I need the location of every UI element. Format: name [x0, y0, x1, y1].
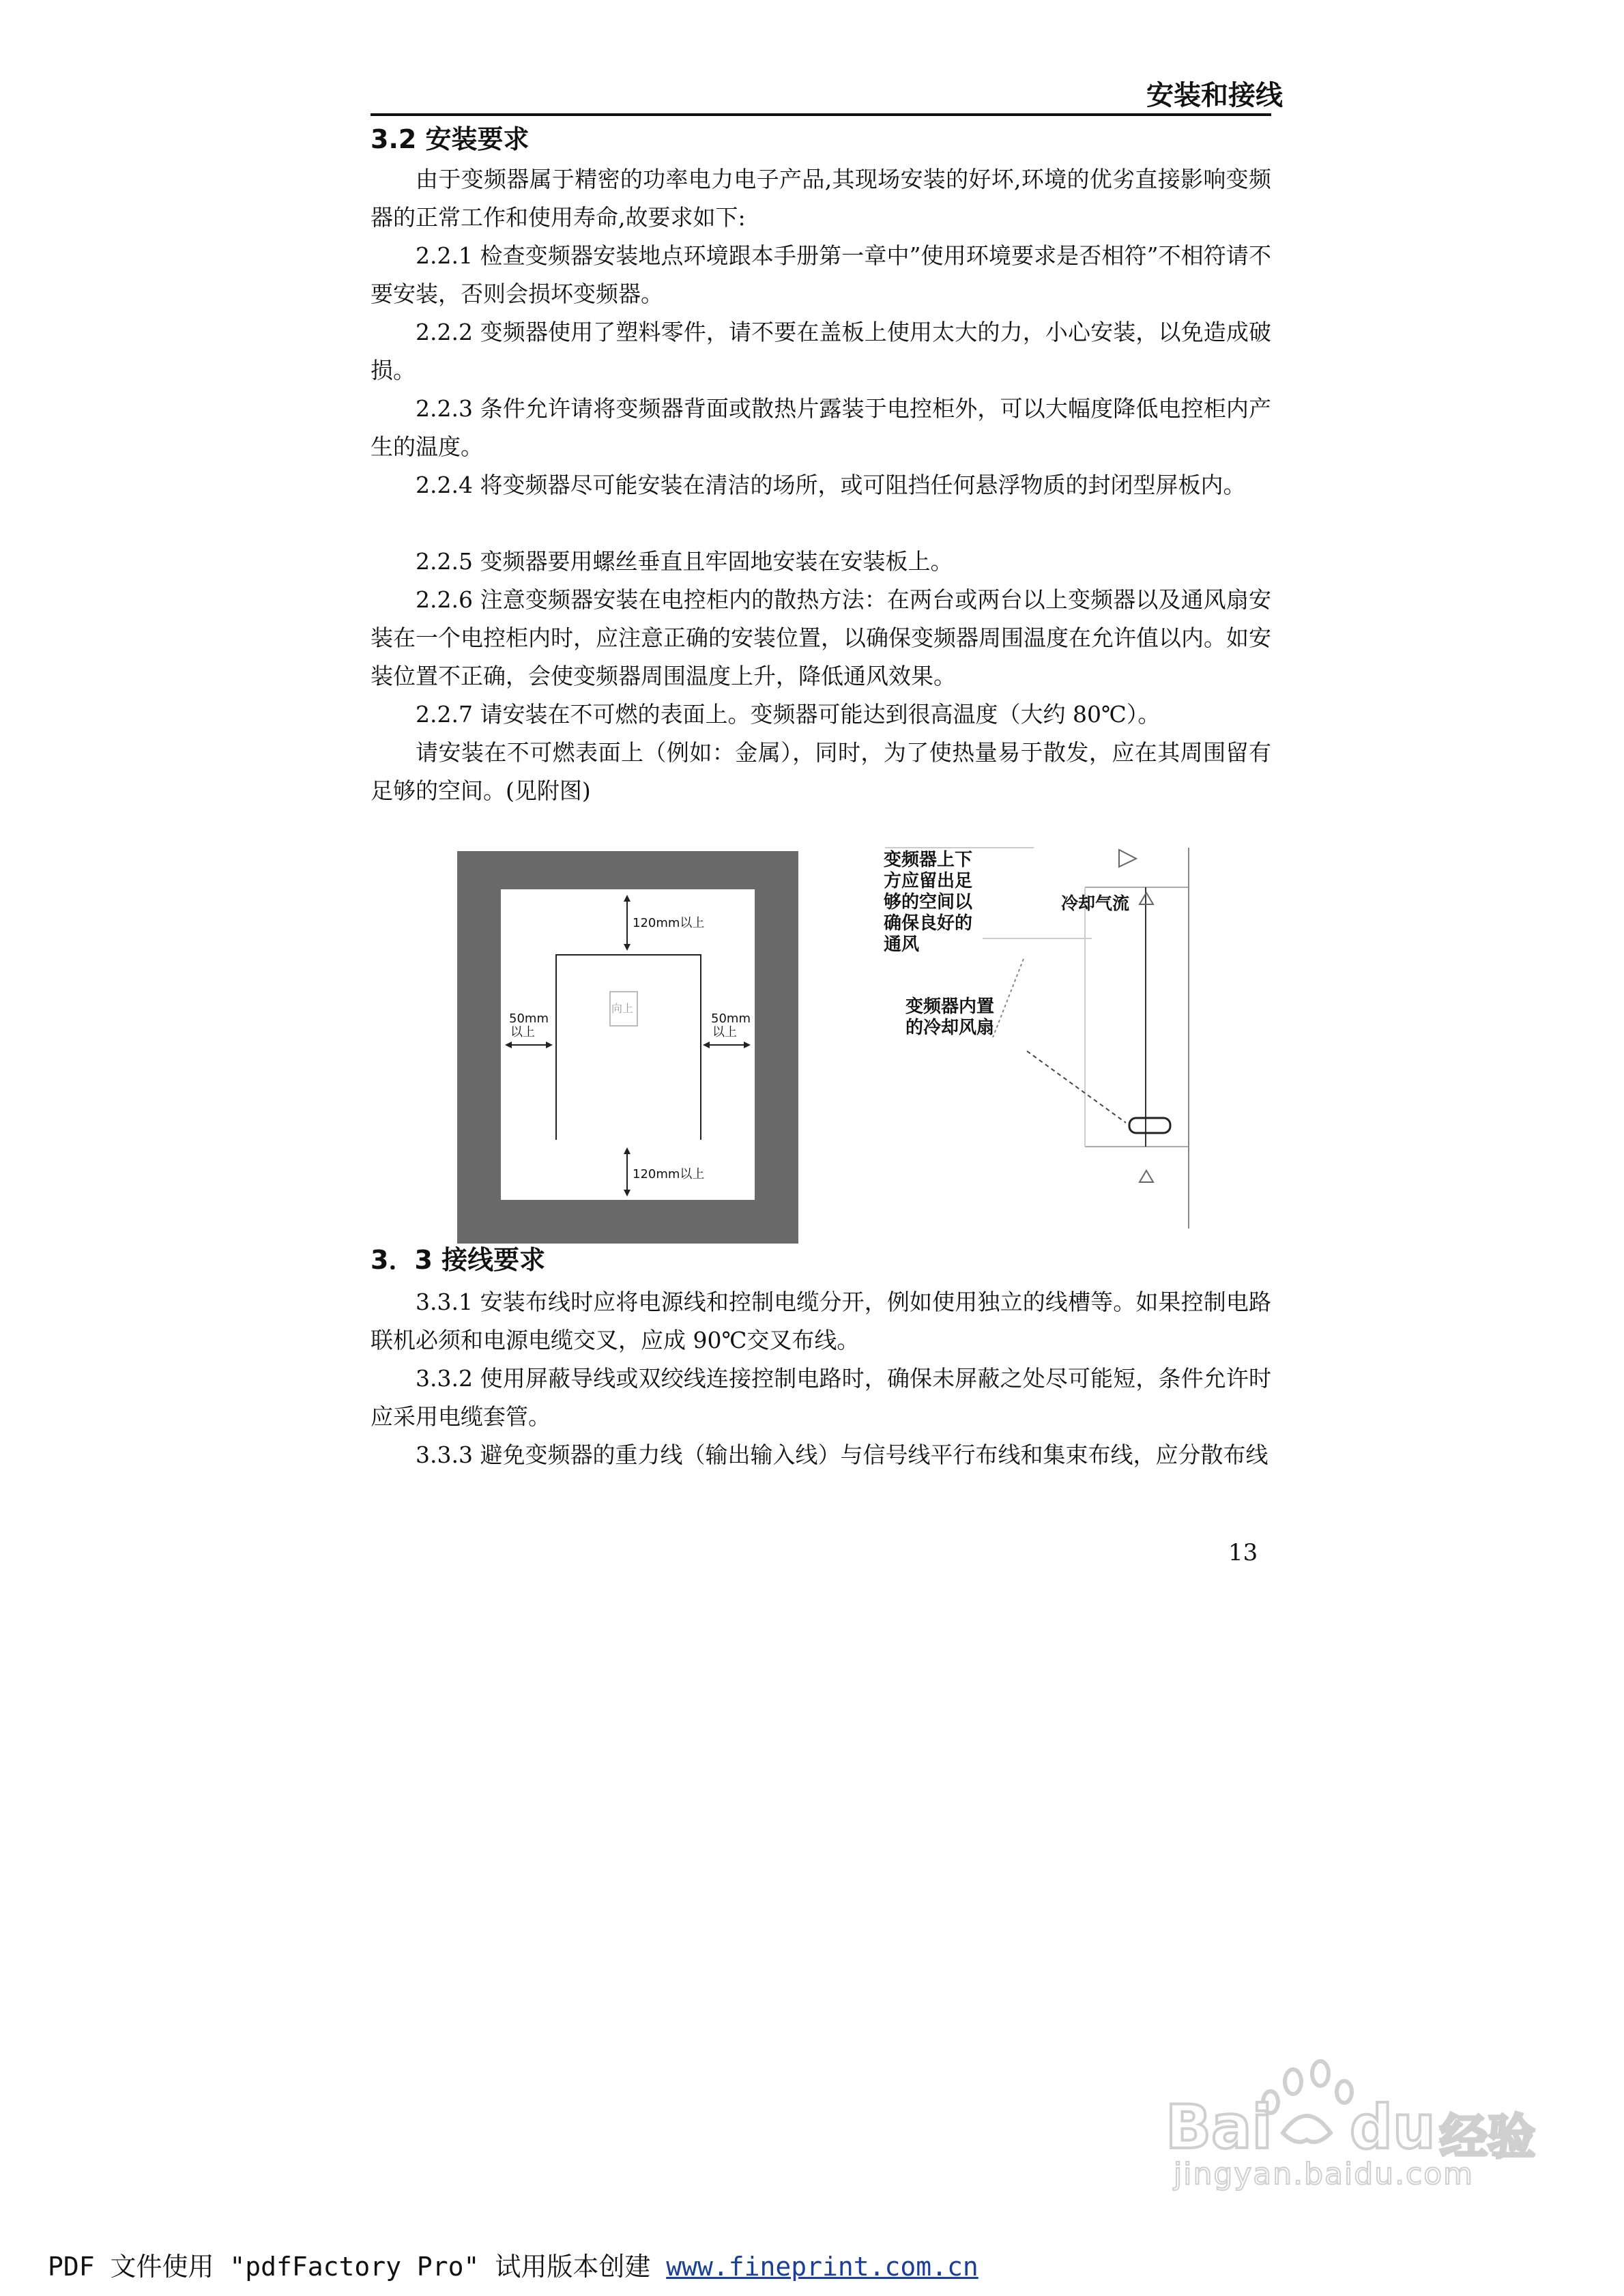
label-top-clearance: 120mm以上	[633, 916, 705, 930]
header-rule	[371, 113, 1271, 116]
paragraph-2-2-2: 2.2.2 变频器使用了塑料零件，请不要在盖板上使用太大的力，小心安装，以免造成破损。	[371, 319, 1271, 384]
watermark-product: 经验	[1440, 2109, 1535, 2165]
paragraph-see-figure: 请安装在不可燃表面上（例如：金属），同时，为了使热量易于散发，应在其周围留有足够的空间。(见附图)	[371, 739, 1271, 804]
paragraph-2-2-4: 2.2.4 将变频器尽可能安装在清洁的场所，或可阻挡任何悬浮物质的封闭型屏板内。	[416, 472, 1246, 498]
label-right-clearance-2: 以上	[712, 1025, 737, 1039]
paragraph-2-2-7: 2.2.7 请安装在不可燃的表面上。变频器可能达到很高温度（大约 80℃）。	[416, 701, 1161, 728]
paragraph-intro: 由于变频器属于精密的功率电力电子产品,其现场安装的好坏,环境的优劣直接影响变频器的正常工作和使用寿命,故要求如下:	[371, 166, 1271, 231]
note-cooling-fan: 变频器内置 的冷却风扇	[905, 996, 995, 1038]
running-header: 安装和接线	[1146, 80, 1283, 111]
clearance-figure	[457, 851, 798, 1244]
label-right-clearance-1: 50mm	[711, 1011, 751, 1026]
label-cooling-airflow: 冷却气流	[1061, 893, 1130, 913]
label-left-clearance-1: 50mm	[509, 1011, 549, 1026]
note-ventilation-space: 变频器上下 方应留出足 够的空间以 确保良好的 通风	[884, 850, 973, 955]
mounting-panel	[501, 889, 755, 1200]
dimension-arrows	[501, 889, 755, 1200]
watermark-brand: Bai	[1165, 2092, 1273, 2162]
footer-text: PDF 文件使用 "pdfFactory Pro" 试用版本创建	[48, 2252, 667, 2282]
watermark-url: jingyan.baidu.com	[1174, 2157, 1475, 2192]
paragraph-3-3-3: 3.3.3 避免变频器的重力线（输出输入线）与信号线平行布线和集束布线，应分散布线	[416, 1441, 1268, 1468]
baidu-watermark	[1112, 2054, 1576, 2191]
paragraph-3-3-2: 3.3.2 使用屏蔽导线或双绞线连接控制电路时，确保未屏蔽之处尽可能短，条件允许时应采用电缆套管。	[371, 1365, 1271, 1430]
paragraph-2-2-1: 2.2.1 检查变频器安装地点环境跟本手册第一章中”使用环境要求是否相符”不相符请不要安装，否则会损坏变频器。	[371, 242, 1271, 307]
section-heading-3-3: 3．3 接线要求	[371, 1245, 546, 1275]
paragraph-2-2-3: 2.2.3 条件允许请将变频器背面或散热片露装于电控柜外，可以大幅度降低电控柜内产生的温度。	[371, 395, 1271, 460]
label-center: 向上	[611, 1002, 634, 1015]
footer-link[interactable]: www.fineprint.com.cn	[666, 2252, 978, 2282]
paragraph-3-3-1: 3.3.1 安装布线时应将电源线和控制电缆分开，例如使用独立的线槽等。如果控制电路联机必须和电源电缆交叉，应成 90℃交叉布线。	[371, 1289, 1271, 1353]
paragraph-2-2-5: 2.2.5 变频器要用螺丝垂直且牢固地安装在安装板上。	[416, 548, 953, 575]
label-bottom-clearance: 120mm以上	[633, 1167, 705, 1181]
pdf-footer	[48, 2245, 978, 2283]
watermark-brand-2: du	[1350, 2092, 1436, 2162]
label-left-clearance-2: 以上	[510, 1025, 535, 1039]
page-number: 13	[1228, 1539, 1258, 1566]
paragraph-2-2-6: 2.2.6 注意变频器安装在电控柜内的散热方法：在两台或两台以上变频器以及通风扇安装在一个电控柜内时，应注意正确的安装位置，以确保变频器周围温度在允许值以内。如安装位置不正确，会使变频器周围温度上升，降低通风效果。	[371, 586, 1271, 689]
ventilation-figure	[877, 846, 1191, 1229]
section-heading-3-2: 3.2 安装要求	[371, 124, 530, 154]
